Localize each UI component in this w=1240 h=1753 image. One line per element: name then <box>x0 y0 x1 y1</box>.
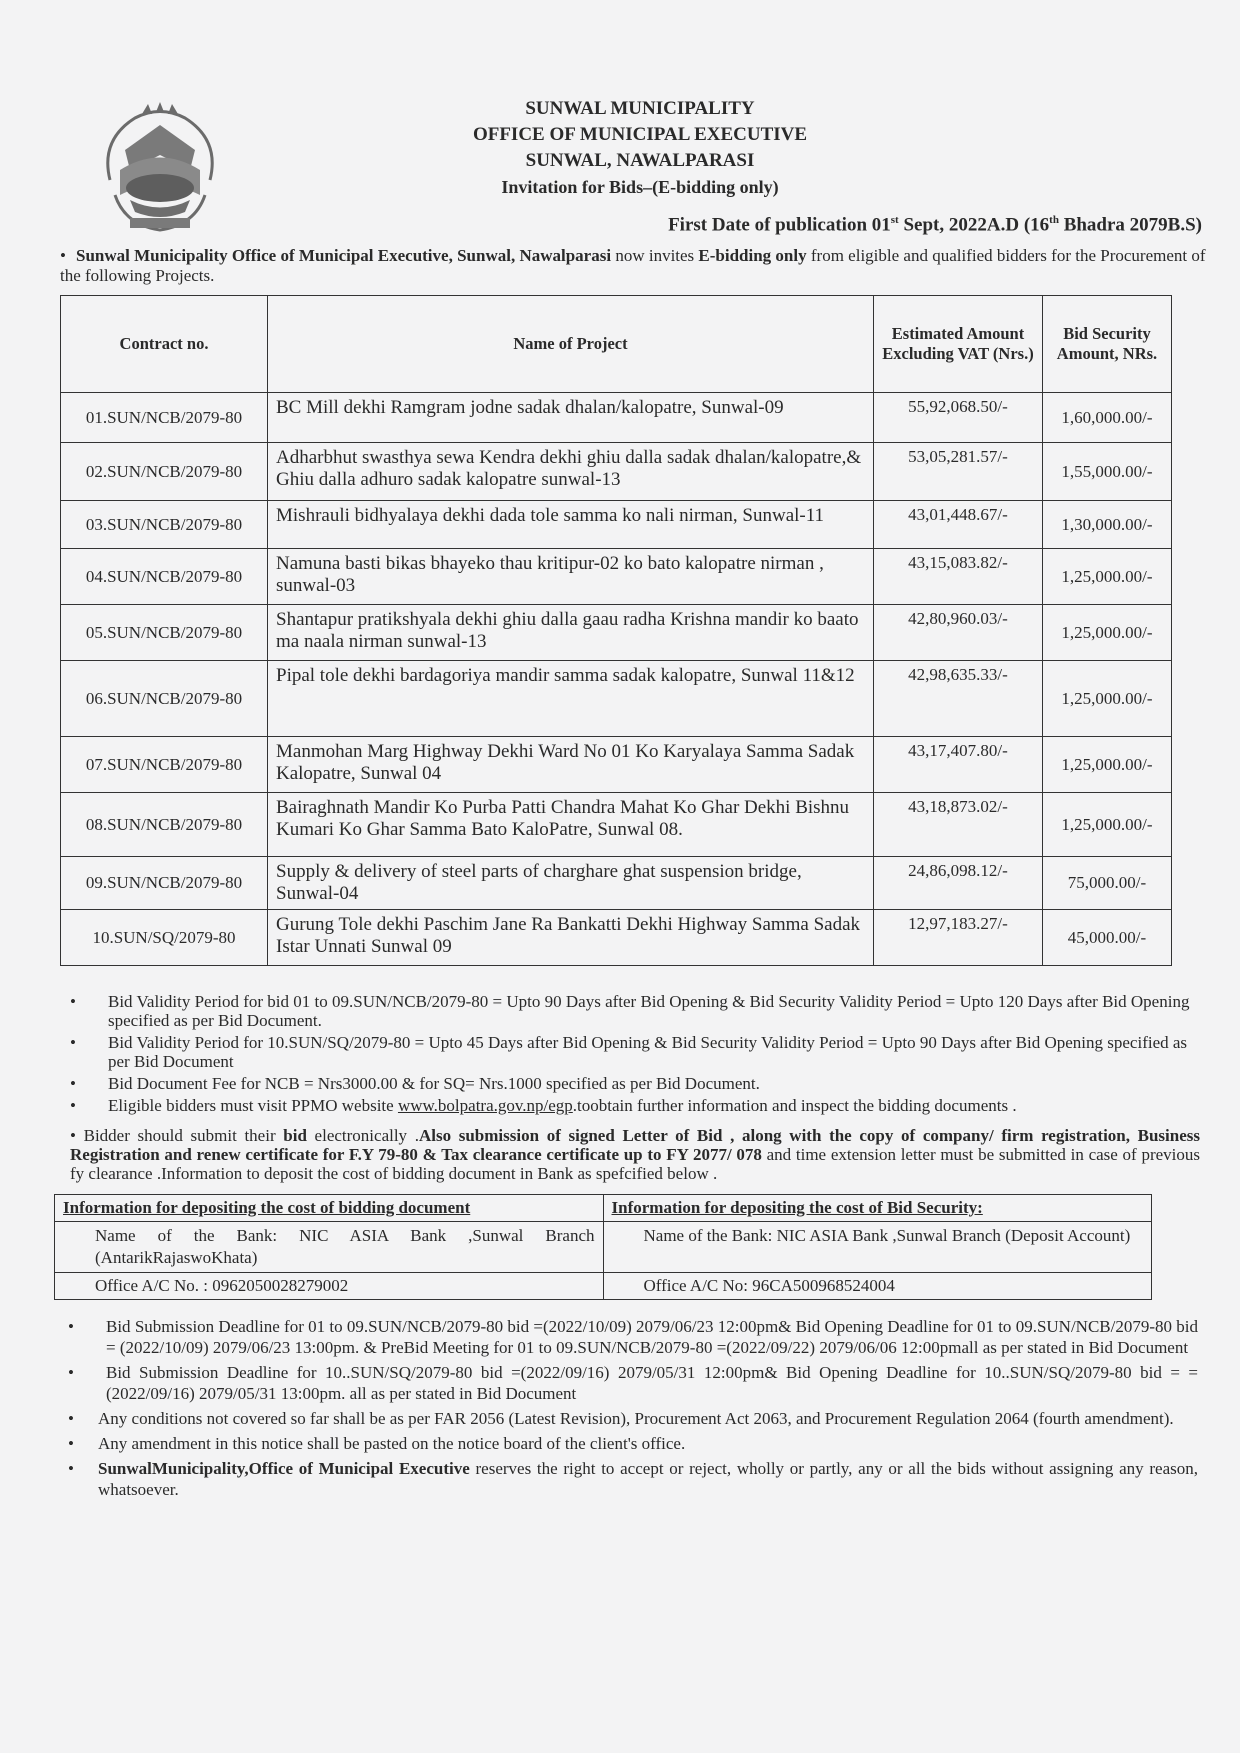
col-bid-security: Bid Security Amount, NRs. <box>1043 296 1172 393</box>
contract-no-cell: 08.SUN/NCB/2079-80 <box>61 793 268 857</box>
table-row <box>61 661 1172 737</box>
bullet: • <box>70 1074 76 1093</box>
estimated-amount-cell: 55,92,068.50/- <box>874 393 1043 443</box>
contract-no-cell: 07.SUN/NCB/2079-80 <box>61 737 268 793</box>
note-text: Bid Validity Period for 10.SUN/SQ/2079-80 = Upto 45 Days after Bid Opening & Bid Security Validity Period = Upto 90 Days after Bid Opening specified as per Bid Document <box>108 1033 1188 1071</box>
project-name-cell: Manmohan Marg Highway Dekhi Ward No 01 Ko Karyalaya Samma Sadak Kalopatre, Sunwal 04 <box>268 737 874 793</box>
bid-security-cell: 1,25,000.00/- <box>1043 737 1172 793</box>
bid-security-account-no: Office A/C No: 96CA500968524004 <box>603 1273 1152 1300</box>
contract-no-cell: 09.SUN/NCB/2079-80 <box>61 857 268 910</box>
project-name-cell: Shantapur pratikshyala dekhi ghiu dalla gaau radha Krishna mandir ko baato ma naala nirman sunwal-13 <box>268 605 874 661</box>
note-text: Eligible bidders must visit PPMO website <box>108 1096 398 1115</box>
bullet: • <box>70 1096 76 1115</box>
note-text: and time extension letter must be submitted in case of previous fy clearance .Information to deposit the cost of bidding document in Bank as spefcified below . <box>70 1145 1200 1183</box>
col-contract-no: Contract no. <box>61 296 268 393</box>
note-text: Any conditions not covered so far shall be as per FAR 2056 (Latest Revision), Procurement Act 2063, and Procurement Regulation 2064 (fourth amendment). <box>98 1409 1174 1428</box>
note-text: Bid Document Fee for NCB = Nrs3000.00 & for SQ= Nrs.1000 specified as per Bid Document. <box>108 1074 760 1093</box>
estimated-amount-cell: 42,80,960.03/- <box>874 605 1043 661</box>
bid-security-bank-name: Name of the Bank: NIC ASIA Bank ,Sunwal Branch (Deposit Account) <box>603 1222 1152 1273</box>
bullet: • <box>70 1126 76 1145</box>
intro-text: from eligible and qualified bidders for the Procurement of the following Projects. <box>60 246 1206 285</box>
project-name-cell: Mishrauli bidhyalaya dekhi dada tole samma ko nali nirman, Sunwal-11 <box>268 501 874 549</box>
list-item <box>70 992 1210 1030</box>
estimated-amount-cell: 24,86,098.12/- <box>874 857 1043 910</box>
pub-date-part: Sept, 2022A.D (16 <box>898 214 1050 236</box>
project-name-cell: Gurung Tole dekhi Paschim Jane Ra Bankatti Dekhi Highway Samma Sadak Istar Unnati Sunwal 09 <box>268 910 874 966</box>
deadline-notes <box>68 1316 1198 1504</box>
table-row <box>61 857 1172 910</box>
note-text: Bidder should submit their <box>83 1126 284 1145</box>
bank-info-table <box>54 1194 1152 1300</box>
table-row <box>61 549 1172 605</box>
list-item <box>68 1316 1198 1358</box>
note-bold: Also submission of signed Letter of Bid , along with the copy of company/ firm registration, Business Registration and renew certificate for F.Y 79-80 & Tax clearance certificate up to FY 2077/ 078 <box>70 1126 1201 1164</box>
estimated-amount-cell: 53,05,281.57/- <box>874 443 1043 501</box>
list-item <box>70 1074 1210 1093</box>
bullet: • <box>68 1459 74 1478</box>
intro-bold: E-bidding only <box>698 246 807 265</box>
estimated-amount-cell: 43,01,448.67/- <box>874 501 1043 549</box>
contract-no-cell: 05.SUN/NCB/2079-80 <box>61 605 268 661</box>
estimated-amount-cell: 43,15,083.82/- <box>874 549 1043 605</box>
office-name: OFFICE OF MUNICIPAL EXECUTIVE <box>472 124 808 145</box>
publication-date <box>668 214 1202 236</box>
bid-security-cell: 75,000.00/- <box>1043 857 1172 910</box>
bullet: • <box>70 992 76 1011</box>
col-project-name: Name of Project <box>268 296 874 393</box>
contract-no-cell: 01.SUN/NCB/2079-80 <box>61 393 268 443</box>
table-row <box>61 910 1172 966</box>
project-name-cell: Pipal tole dekhi bardagoriya mandir samma sadak kalopatre, Sunwal 11&12 <box>268 661 874 737</box>
note-text: Bid Submission Deadline for 10..SUN/SQ/2079-80 bid =(2022/09/16) 2079/05/31 12:00pm& Bid Opening Deadline for 10..SUN/SQ/2079-80 bid = =(2022/09/16) 2079/05/31 13:00pm. all as per stated in Bid Document <box>106 1363 1198 1403</box>
note-text: electronically . <box>306 1126 419 1145</box>
projects-table <box>60 295 1172 966</box>
invitation-title: Invitation for Bids–(E-bidding only) <box>501 177 779 197</box>
table-row <box>61 737 1172 793</box>
bullet: • <box>70 1033 76 1052</box>
list-item <box>68 1408 1198 1429</box>
validity-notes <box>70 992 1210 1118</box>
note-text: .toobtain further information and inspect the bidding documents . <box>572 1096 1017 1115</box>
pub-date-sup: th <box>1049 214 1059 226</box>
note-text: Bid Submission Deadline for 01 to 09.SUN/NCB/2079-80 bid =(2022/10/09) 2079/06/23 12:00pm& Bid Opening Deadline for 01 to 09.SUN/NCB/2079-80 bid = (2022/10/09) 2079/06/23 13:00pm. & PreBid Meeting for 01 to 09.SUN/NCB/2079-80 =(2022/09/22) 2079/06/06 12:00pmall as per stated in Bid Document <box>106 1317 1198 1357</box>
estimated-amount-cell: 43,18,873.02/- <box>874 793 1043 857</box>
contract-no-cell: 04.SUN/NCB/2079-80 <box>61 549 268 605</box>
bidding-doc-bank-name: Name of the Bank: NIC ASIA Bank ,Sunwal Branch (AntarikRajaswoKhata) <box>55 1222 604 1273</box>
note-bold: SunwalMunicipality,Office of Municipal Executive <box>98 1459 470 1478</box>
estimated-amount-cell: 42,98,635.33/- <box>874 661 1043 737</box>
estimated-amount-cell: 12,97,183.27/- <box>874 910 1043 966</box>
pub-date-part: Bhadra 2079B.S) <box>1058 214 1202 236</box>
table-header-row <box>61 296 1172 393</box>
note-text: Any amendment in this notice shall be pasted on the notice board of the client's office. <box>98 1434 686 1453</box>
table-row <box>61 501 1172 549</box>
office-location: SUNWAL, NAWALPARASI <box>525 150 755 171</box>
letterhead <box>390 96 890 200</box>
bid-security-cell: 1,30,000.00/- <box>1043 501 1172 549</box>
note-bold: bid <box>283 1126 307 1145</box>
bullet: • <box>60 246 66 265</box>
bullet: • <box>68 1317 74 1336</box>
intro-paragraph <box>60 246 1210 286</box>
table-row <box>61 605 1172 661</box>
bid-security-cell: 45,000.00/- <box>1043 910 1172 966</box>
list-item <box>70 1033 1210 1071</box>
estimated-amount-cell: 43,17,407.80/- <box>874 737 1043 793</box>
bidding-doc-deposit-heading: Information for depositing the cost of bidding document <box>55 1195 604 1222</box>
pub-date-part: First Date of publication 01 <box>668 214 891 236</box>
list-item <box>68 1362 1198 1404</box>
bidder-submission-note <box>70 1126 1200 1183</box>
municipality-name: SUNWAL MUNICIPALITY <box>525 98 755 119</box>
bullet: • <box>68 1363 74 1382</box>
nepal-emblem-icon <box>90 100 230 240</box>
contract-no-cell: 02.SUN/NCB/2079-80 <box>61 443 268 501</box>
list-item <box>68 1458 1198 1500</box>
intro-bold: Sunwal Municipality Office of Municipal Executive, Sunwal, Nawalparasi <box>76 246 612 265</box>
bid-security-cell: 1,60,000.00/- <box>1043 393 1172 443</box>
contract-no-cell: 06.SUN/NCB/2079-80 <box>61 661 268 737</box>
table-row <box>61 393 1172 443</box>
bullet: • <box>68 1434 74 1453</box>
contract-no-cell: 03.SUN/NCB/2079-80 <box>61 501 268 549</box>
bid-security-cell: 1,25,000.00/- <box>1043 549 1172 605</box>
list-item <box>70 1096 1210 1115</box>
bidding-doc-account-no: Office A/C No. : 0962050028279002 <box>55 1273 604 1300</box>
ppmo-website-link[interactable]: www.bolpatra.gov.np/egp <box>397 1096 573 1115</box>
project-rows <box>61 393 1172 966</box>
bid-security-cell: 1,55,000.00/- <box>1043 443 1172 501</box>
bank-account-row <box>55 1273 1152 1300</box>
note-text: reserves the right to accept or reject, wholly or partly, any or all the bids without assigning any reason, whatsoever. <box>98 1459 1198 1499</box>
col-estimated-amount: Estimated Amount Excluding VAT (Nrs.) <box>874 296 1043 393</box>
bid-security-cell: 1,25,000.00/- <box>1043 661 1172 737</box>
note-text: Bid Validity Period for bid 01 to 09.SUN/NCB/2079-80 = Upto 90 Days after Bid Opening & Bid Security Validity Period = Upto 120 Days after Bid Opening specified as per Bid Document. <box>108 992 1190 1030</box>
project-name-cell: BC Mill dekhi Ramgram jodne sadak dhalan/kalopatre, Sunwal-09 <box>268 393 874 443</box>
pub-date-sup: st <box>890 214 899 226</box>
table-row <box>61 793 1172 857</box>
project-name-cell: Adharbhut swasthya sewa Kendra dekhi ghiu dalla sadak dhalan/kalopatre,& Ghiu dalla adhuro sadak kalopatre sunwal-13 <box>268 443 874 501</box>
table-row <box>61 443 1172 501</box>
bank-header-row <box>55 1195 1152 1222</box>
bank-name-row <box>55 1222 1152 1273</box>
project-name-cell: Bairaghnath Mandir Ko Purba Patti Chandra Mahat Ko Ghar Dekhi Bishnu Kumari Ko Ghar Samma Bato KaloPatre, Sunwal 08. <box>268 793 874 857</box>
bid-security-cell: 1,25,000.00/- <box>1043 605 1172 661</box>
bid-security-deposit-heading: Information for depositing the cost of Bid Security: <box>603 1195 1152 1222</box>
bullet: • <box>68 1409 74 1428</box>
list-item <box>68 1433 1198 1454</box>
contract-no-cell: 10.SUN/SQ/2079-80 <box>61 910 268 966</box>
bid-security-cell: 1,25,000.00/- <box>1043 793 1172 857</box>
project-name-cell: Supply & delivery of steel parts of charghare ghat suspension bridge, Sunwal-04 <box>268 857 874 910</box>
project-name-cell: Namuna basti bikas bhayeko thau kritipur-02 ko bato kalopatre nirman , sunwal-03 <box>268 549 874 605</box>
intro-text: now invites <box>611 246 699 265</box>
